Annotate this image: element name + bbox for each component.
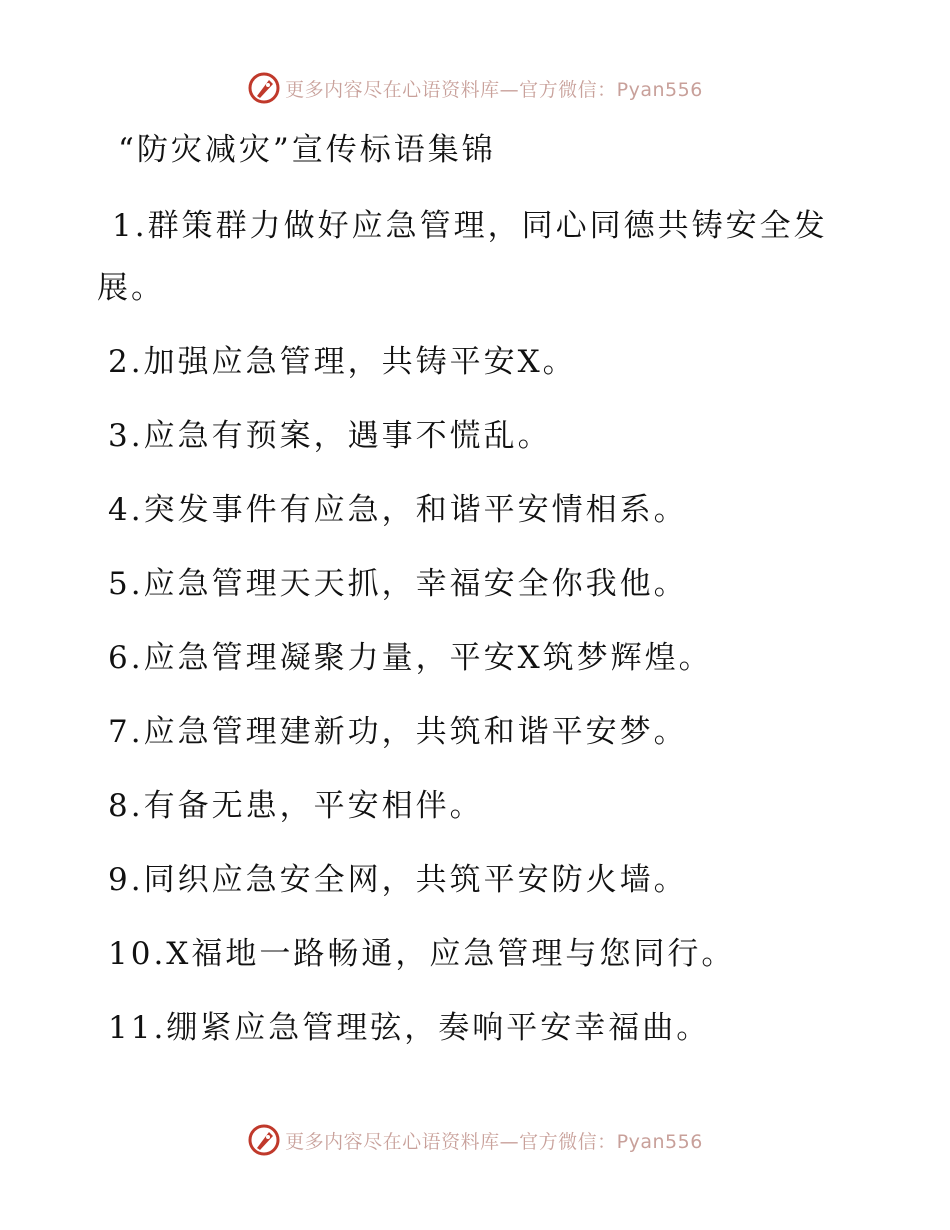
slogan-item-11: 11.绷紧应急管理弦，奏响平安幸福曲。 xyxy=(108,1010,711,1046)
slogan-item-2: 2.加强应急管理，共铸平安X。 xyxy=(108,344,577,380)
slogan-item-1-continuation: 展。 xyxy=(97,270,165,306)
slogan-item-5: 5.应急管理天天抓，幸福安全你我他。 xyxy=(108,566,688,602)
slogan-item-6: 6.应急管理凝聚力量，平安X筑梦辉煌。 xyxy=(108,640,713,676)
pen-nib-icon xyxy=(247,71,281,105)
slogan-item-7: 7.应急管理建新功，共筑和谐平安梦。 xyxy=(108,714,688,750)
header-watermark-banner xyxy=(0,68,950,108)
document-title: “防灾减灾”宣传标语集锦 xyxy=(118,132,496,168)
slogan-item-10: 10.X福地一路畅通，应急管理与您同行。 xyxy=(108,936,736,972)
watermark-text: 更多内容尽在心语资料库—官方微信：Pyan556 xyxy=(285,78,703,101)
slogan-item-4: 4.突发事件有应急，和谐平安情相系。 xyxy=(108,492,688,528)
pen-nib-icon xyxy=(247,1123,281,1157)
slogan-item-3: 3.应急有预案，遇事不慌乱。 xyxy=(108,418,552,454)
slogan-item-9: 9.同织应急安全网，共筑平安防火墙。 xyxy=(108,862,688,898)
slogan-item-8: 8.有备无患，平安相伴。 xyxy=(108,788,484,824)
slogan-item-1: 1.群策群力做好应急管理，同心同德共铸安全发 xyxy=(112,208,828,244)
footer-watermark-banner xyxy=(0,1120,950,1160)
watermark-text: 更多内容尽在心语资料库—官方微信：Pyan556 xyxy=(285,1130,703,1153)
